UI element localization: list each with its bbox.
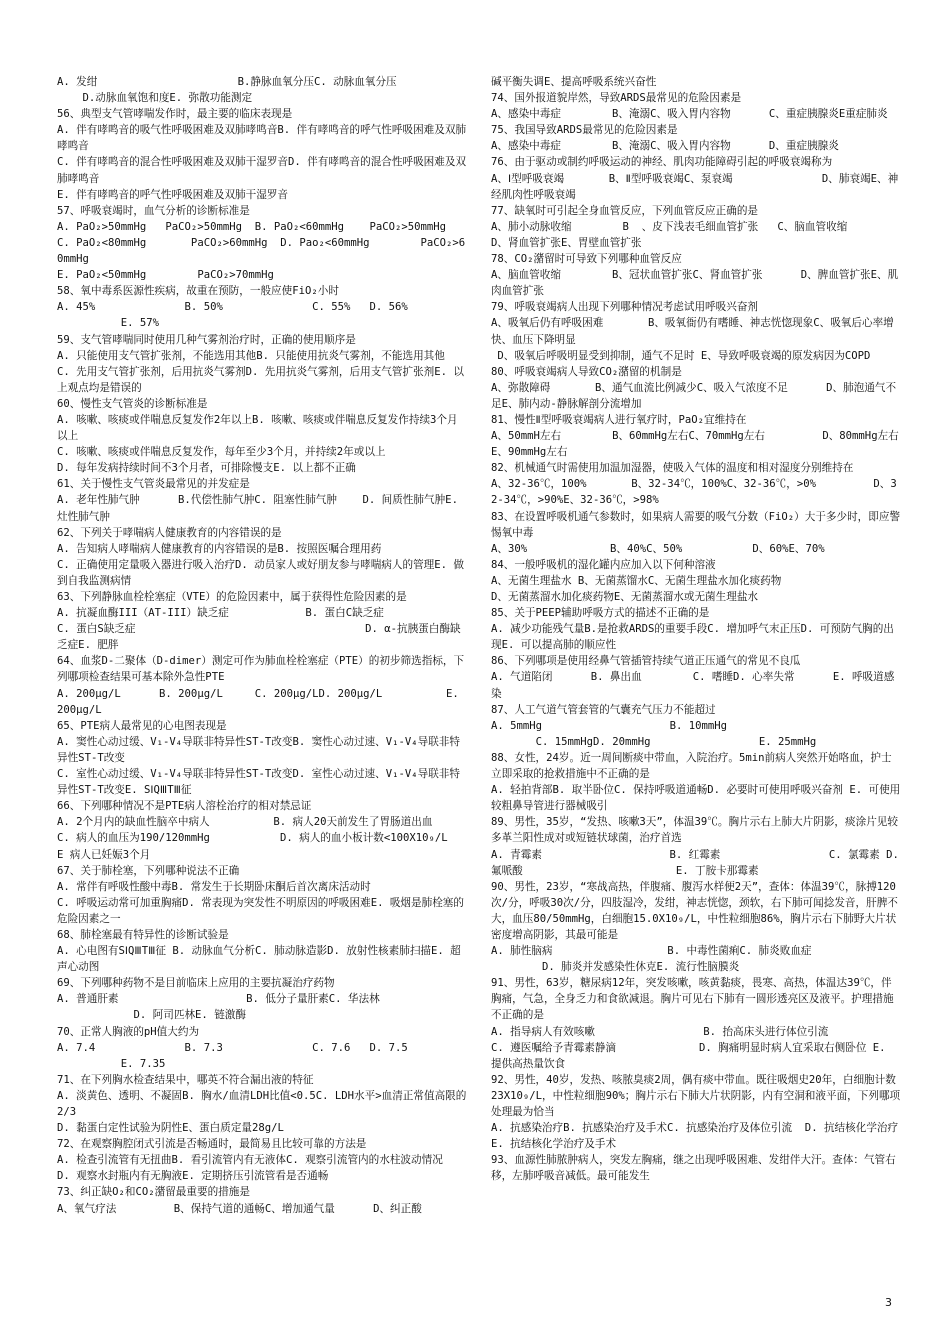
text-line: A、脑血管收缩 B、冠状血管扩张C、肾血管扩张 D、脾血管扩张E、肌肉血管扩张 — [491, 269, 899, 298]
text-line: A、32-36℃，100% B、32-34℃，100%C、32-36℃，>0% D、32-34℃，>90%E、32-36℃，>98% — [491, 478, 897, 507]
text-line: C. 蛋白S缺乏症 D. α-抗胰蛋白酶缺乏症E. 肥胖 — [57, 623, 461, 652]
text-line: D、吸氧后呼吸明显受到抑制，通气不足时 E、导致呼吸衰竭的原发病因为COPD — [491, 349, 871, 362]
text-line: 碱平衡失调E、提高呼吸系统兴奋性 — [491, 76, 657, 88]
text-line: D、无菌蒸溜水加化痰药物E、无菌蒸溜水或无菌生理盐水 — [491, 591, 759, 603]
text-line: 76、由于驱动或制约呼吸运动的神经、肌肉功能障碍引起的呼吸衰竭称为 — [491, 156, 833, 169]
text-line: A. 普通肝素 B. 低分子量肝素C. 华法林 — [57, 993, 380, 1006]
text-line: A、感染中毒症 B、淹溺C、吸入胃内容物 D、重症胰腺炎 — [491, 140, 839, 153]
text-line: 77、缺氧时可引起全身血管反应，下列血管反应正确的是 — [491, 204, 759, 217]
text-line: A、氧气疗法 B、保持气道的通畅C、增加通气量 D、纠正酸 — [57, 1202, 422, 1215]
text-line: A. 指导病人有效咳嗽 B. 抬高床头进行体位引流 — [491, 1025, 829, 1038]
text-line: 62、下列关于哮喘病人健康教育的内容错误的是 — [57, 526, 282, 539]
text-line: A. 只能使用支气管扩张剂，不能选用其他B. 只能使用抗炎气雾剂，不能选用其他 — [57, 349, 445, 362]
text-line: D. 观察水封瓶内有无胸液E. 定期挤压引流管看是否通畅 — [57, 1170, 329, 1183]
text-line: 56、典型支气管哮喘发作时，最主要的临床表现是 — [57, 108, 293, 121]
text-line: A. 窦性心动过缓、V₁-V₄导联非特异性ST-T改变B. 窦性心动过速、V₁-V₄导联非特异性ST-T改变 — [57, 735, 460, 764]
text-line: A. 5mmHg B. 10mmHg — [491, 719, 727, 732]
text-line: A. 2个月内的缺血性脑卒中病人 B. 病人20天前发生了胃肠道出血 — [57, 816, 433, 829]
text-line: C. 伴有哮鸣音的混合性呼吸困难及双肺干湿罗音D. 伴有哮鸣音的混合性呼吸困难及双肺哮鸣音 — [57, 156, 467, 185]
text-line: 67、关于肺栓塞，下列哪种说法不正确 — [57, 864, 240, 877]
text-line: 63、下列静脉血栓栓塞症（VTE）的危险因素中，属于获得性危险因素的是 — [57, 591, 407, 603]
text-line: 84、一般呼吸机的湿化罐内应加入以下何种溶液 — [491, 558, 716, 571]
text-line: 89、男性，35岁，“发热、咳嗽3天”，体温39℃。胸片示右上肺大片阴影，痰涂片见较多革兰阳性成对或短链状球菌，治疗首选 — [491, 816, 898, 845]
text-line: A. 45% B. 50% C. 55% D. 56% — [57, 301, 408, 314]
text-line: 86、下列哪项是使用经鼻气管插管持续气道正压通气的常见不良瓜 — [491, 655, 801, 668]
text-line: A. 减少功能残气量B.是抢救ARDS的重要手段C. 增加呼气末正压D. 可预防气胸的出现E. 可以提高肺的顺应性 — [491, 623, 894, 652]
text-line: C. 15mmHgD. 20mmHg E. 25mmHg — [491, 735, 817, 748]
text-line: A. PaO₂>50mmHg PaCO₂>50mmHg B. PaO₂<60mmHg PaCO₂>50mmHg — [57, 220, 447, 233]
text-line: E. PaO₂<50mmHg PaCO₂>70mmHg — [57, 269, 274, 282]
text-line: D. 每年发病持续时间不3个月者，可排除慢支E. 以上都不正确 — [57, 462, 356, 475]
text-line: A. 检查引流管有无扭曲B. 看引流管内有无液体C. 观察引流管内的水柱波动情况 — [57, 1154, 443, 1167]
text-line: A、吸氧后仍有呼吸困难 B、吸氧衙仍有嗜睡、神志恍惚现象C、吸氧后心率增快、血压下降明显 — [491, 317, 894, 346]
right-column — [491, 74, 906, 1184]
text-line: 81、慢性Ⅱ型呼吸衰竭病人进行氧疗时，PaO₂宜维持在 — [491, 413, 747, 426]
text-line: 93、血源性肺脓肿病人，突发左胸痛，继之出现呼吸困难、发绀伴大汗。查体：气管右移，左肺呼吸音减低。最可能发生 — [491, 1154, 896, 1183]
text-line: A. 咳嗽、咳痰或伴喘息反复发作2年以上B. 咳嗽、咳痰或伴喘息反复发作持续3个月以上 — [57, 413, 458, 443]
text-line: E. 伴有哮鸣音的呼气性呼吸困难及双肺干湿罗音 — [57, 188, 289, 201]
text-line: 69、下列哪种药物不是目前临床上应用的主要抗凝治疗药物 — [57, 977, 335, 990]
text-line: A. 青霉素 B. 红霉素 C. 氯霉素 D. 氟哌酸 E. 丁胺卡那霉素 — [491, 848, 906, 877]
text-line: 66、下列哪种情况不是PTE病人溶栓治疗的相对禁忌证 — [57, 800, 312, 813]
text-line: A、30% B、40%C、50% D、60%E、70% — [491, 542, 825, 555]
text-line: A. 7.4 B. 7.3 C. 7.6 D. 7.5 — [57, 1041, 408, 1054]
text-line: A. 肺性脑病 B. 中毒性菌痢C. 肺炎败血症 — [491, 945, 812, 958]
text-line: A. 淡黄色、透明、不凝固B. 胸水/血清LDH比值<0.5C. LDH水平>血清正常值高限的2/3 — [57, 1089, 467, 1118]
text-line: C. 呼吸运动常可加重胸痛D. 常表现为突发性不明原因的呼吸困难E. 吸烟是肺栓塞的危险因素之一 — [57, 896, 464, 925]
text-line: 72、在观察胸腔闭式引流是否畅通时，最简易且比较可靠的方法是 — [57, 1138, 367, 1151]
text-line: 73、纠正缺O₂和CO₂潴留最重要的措施是 — [57, 1186, 250, 1199]
text-line: A. 轻拍背部B. 取半卧位C. 保持呼吸道通畅D. 必要时可使用呼吸兴奋剂 E. 可使用较粗鼻导管进行器械吸引 — [491, 784, 901, 813]
text-line: C. 室性心动过缓、V₁-V₄导联非特异性ST-T改变D. 室性心动过速、V₁-V₄导联非特异性ST-T改变E. SⅠQⅢTⅢ征 — [57, 768, 460, 797]
text-line: A. 抗凝血酶III（AT-III）缺乏症 B. 蛋白C缺乏症 — [57, 607, 384, 620]
text-line: 57、呼吸衰竭时，血气分析的诊断标准是 — [57, 204, 250, 217]
text-line: 65、PTE病人最常见的心电图表现是 — [57, 719, 227, 732]
text-line: C. 先用支气管扩张剂，后用抗炎气雾剂D. 先用抗炎气雾剂，后用支气管扩张剂E. 以上观点均是错误的 — [57, 365, 464, 394]
text-line: 92、男性，40岁，发热、咳脓臭痰2周，偶有痰中带血。既往吸烟史20年，白细胞计数23X10₉/L，中性粒细胞90%；胸片示右下肺大片状阴影，内有空洞和液平面，下列哪项处理最为恰当 — [491, 1073, 901, 1118]
text-line: E. 7.35 — [57, 1057, 166, 1070]
text-line: 83、在设置呼吸机通气参数时，如果病人需要的吸气分数（FiO₂）大于多少时，即应警惕氧中毒 — [491, 510, 901, 539]
text-line: D. 黏蛋白定性试验为阴性E、蛋白质定量28g/L — [57, 1122, 284, 1135]
text-line: D. 阿司匹林E. 链激酶 — [57, 1009, 246, 1022]
text-line: 74、国外报道貌岸然，导致ARDS最常见的危险因素是 — [491, 92, 742, 105]
text-line: 58、氧中毒系医源性疾病，故重在预防，一般应使FiO₂小时 — [57, 285, 339, 298]
text-line: A. 发绀 B.静脉血氧分压C. 动脉血氧分压 — [57, 76, 397, 88]
text-line: A. 抗感染治疗B. 抗感染治疗及手术C. 抗感染治疗及体位引流 D. 抗结核化学治疗E. 抗结核化学治疗及手术 — [491, 1122, 899, 1151]
text-line: 70、正常人胸液的pH值大约为 — [57, 1025, 200, 1038]
text-line: A. 心电图有SⅠQⅢTⅢ征 B. 动脉血气分析C. 肺动脉造影D. 放射性核素肺扫描E. 超声心动图 — [57, 945, 461, 974]
text-line: 68、肺栓塞最有特异性的诊断试验是 — [57, 928, 229, 941]
text-line: 61、关于慢性支气管炎最常见的并发症是 — [57, 478, 250, 491]
text-line: 91、男性，63岁，糖尿病12年，突发咳嗽，咳黄黏痰，畏寒、高热，体温达39℃，伴胸痛，气急，全身乏力和食欲减退。胸片可见右下肺有一圆形透亮区及液平。护理措施不正确的是 — [491, 977, 894, 1022]
text-line: A. 200μg/L B. 200μg/L C. 200μg/LD. 200μg/L E. 200μg/L — [57, 687, 466, 716]
text-line: C. 病人的血压为190/120mmHg D. 病人的血小板计数<100X10₉/L E 病人已妊娠3个月 — [57, 832, 474, 861]
text-line: D.动脉血氧饱和度E. 弥散功能测定 — [57, 92, 253, 105]
text-line: 79、呼吸衰竭病人出现下列哪种情况考虑试用呼吸兴奋剂 — [491, 301, 759, 314]
text-line: 64、血浆D-二聚体（D-dimer）测定可作为肺血栓栓塞症（PTE）的初步筛选指标，下列哪项检查结果可基本除外急性PTE — [57, 655, 465, 684]
text-line: E. 57% — [57, 317, 160, 330]
text-line: 87、人工气道气管套管的气囊充气压力不能超过 — [491, 703, 716, 716]
text-line: A、Ⅰ型呼吸衰竭 B、Ⅱ型呼吸衰竭C、泵衰竭 D、肺衰竭E、神经肌肉性呼吸衰竭 — [491, 172, 899, 201]
text-line: D、肾血管扩张E、胃壁血管扩张 — [491, 236, 642, 249]
text-line: 75、我国导致ARDS最常见的危险因素是 — [491, 124, 678, 137]
text-line: A. 常伴有呼吸性酸中毒B. 常发生于长期卧床酮后首次离床活动时 — [57, 880, 371, 893]
text-line: 80、呼吸衰竭病人导致CO₂潴留的机制是 — [491, 365, 682, 378]
text-line: A、弥散障碍 B、通气血流比例减少C、吸入气浓度不足 D、肺泡通气不足E、肺内动-静脉解剖分流增加 — [491, 381, 897, 410]
page-number: 3 — [885, 1296, 892, 1309]
text-line: D. 肺炎并发感染性休克E. 流行性脑膜炎 — [491, 961, 740, 974]
text-line: A、无菌生理盐水 B、无菌蒸馏水C、无菌生理盐水加化痰药物 — [491, 574, 782, 587]
text-line: A. 气道陷闭 B. 鼻出血 C. 嗜睡D. 心率失常 E. 呼吸道感染 — [491, 671, 895, 700]
text-line: A、感染中毒症 B、淹溺C、吸入胃内容物 C、重症胰腺炎E重症肺炎 — [491, 108, 888, 121]
text-line: 82、机械通气时需使用加温加湿器，使吸入气体的温度和相对湿度分别维持在 — [491, 462, 854, 475]
left-column — [57, 74, 474, 1217]
text-line: A. 伴有哮鸣音的吸气性呼吸困难及双肺哮鸣音B. 伴有哮鸣音的呼气性呼吸困难及双肺哮鸣音 — [57, 124, 467, 153]
text-line: 78、CO₂潴留时可导致下列哪种血管反应 — [491, 253, 682, 266]
text-line: 60、慢性支气管炎的诊断标准是 — [57, 397, 208, 410]
text-line: A、50mmH左右 B、60mmHg左右C、70mmHg左右 D、80mmHg左右E、90mmHg左右 — [491, 430, 899, 459]
text-line: C. PaO₂<80mmHg PaCO₂>60mmHg D. Pao₂<60mmHg PaCO₂>60mmHg — [57, 236, 466, 266]
text-line: C. 遵医嘱给予青霉素静滴 D. 胸痛明显时病人宜采取右侧卧位 E. 提供高热量饮食 — [491, 1041, 892, 1070]
text-line: A. 老年性肺气肿 B.代偿性肺气肿C. 阻塞性肺气肿 D. 间质性肺气肿E. 灶性肺气肿 — [57, 494, 465, 523]
text-line: 85、关于PEEP辅助呼吸方式的描述不正确的是 — [491, 607, 710, 620]
text-line: 88、女性，24岁。近一周间断痰中带血，入院治疗。5min前病人突然开始咯血，护士立即采取的抢救措施中不正确的是 — [491, 751, 892, 781]
text-line: C. 咳嗽、咳痰或伴喘息反复发作，每年至少3个月，并持续2年或以上 — [57, 446, 386, 459]
text-line: A. 告知病人哮喘病人健康教育的内容错误的是B. 按照医嘱合理用药 — [57, 542, 382, 555]
text-line: 59、支气管哮喘同时使用几种气雾剂治疗时，正确的使用顺序是 — [57, 333, 356, 346]
text-line: C. 正确使用定量吸入器进行吸入治疗D. 动员家人或好朋友参与哮喘病人的管理E. 做到自我监测病情 — [57, 558, 464, 587]
text-line: 71、在下列胸水检查结果中，哪英不符合漏出液的特征 — [57, 1073, 314, 1086]
text-line: 90、男性，23岁，“寒战高热，伴腹痛、腹泻水样便2天”，查体：体温39℃，脉搏120次/分，呼吸30次/分，四肢湿冷，发绀，神志恍惚，颈软，右下肺可闻捻发音，肝脾不大，血压80/50mmHg，白细胞15.0X10₉/L，中性粒细胞86%，胸片示右下肺野大片状密度增高阴影，其最可能是 — [491, 880, 898, 941]
text-line: A、肺小动脉收缩 B 、皮下浅表毛细血管扩张 C、脑血管收缩 — [491, 220, 848, 233]
